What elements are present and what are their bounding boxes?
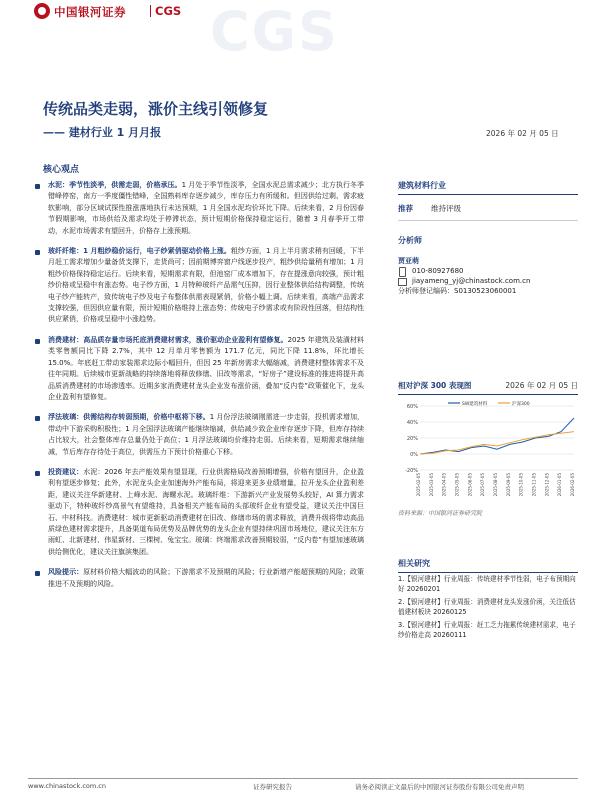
logo-en: CGS — [155, 4, 182, 18]
x-tick-label: 2025-06-05 — [467, 473, 473, 497]
y-tick-label: 60% — [406, 404, 418, 410]
footer-disclaimer: 请务必阅读正文最后的中国银河证券股份有限公司免责声明 — [355, 783, 524, 791]
footer-divider — [28, 778, 578, 779]
x-tick-label: 2025-10-05 — [518, 473, 524, 497]
analyst-cert: 分析师登记编码：S0130523060001 — [398, 287, 517, 295]
phone-icon — [398, 267, 406, 275]
x-tick-label: 2025-03-05 — [428, 473, 434, 497]
series-line — [420, 418, 574, 454]
related-item[interactable]: 3.【银河建材】行业周报：赶工乏力拖累传统建材需求，电子纱价格走高 20260111 — [398, 621, 576, 639]
analyst-info — [398, 256, 578, 296]
related-heading: 相关研究 — [398, 558, 578, 573]
y-tick-label: 40% — [406, 420, 418, 426]
related-item[interactable]: 2.【银河建材】行业周报：消费建材龙头发涨价函，关注低估值建材板块 20260125 — [398, 598, 576, 616]
y-tick-label: 20% — [406, 436, 418, 442]
bullet-cement: 水泥：季节性淡季，供需走弱，价格承压。1 月处于季节性淡季，全国水泥总需求减少；北方执行冬季错峰停窑，南方一季度僵性错峰，全国熟料库存逐步减少，库存压力有所缓和。但因供给过剩、需求疲软影响，部分区域试探性推涨落地执行未达预期，1 月全国水泥均价环比下降。后续来看，2 月份因春节假期影响，市场供给及需求均处于停滞状态，预计短期价格保持稳定运行，随着 3 月春季开工带动，水泥市场需求有望回升，价格存上涨预期。 — [28, 180, 364, 237]
rating-value: 维持评级 — [431, 204, 461, 213]
x-tick-label: 2026-01-05 — [557, 473, 563, 497]
sidebar — [398, 180, 578, 296]
x-tick-label: 2025-09-05 — [505, 473, 511, 497]
analyst-name: 贾亚萌 — [398, 257, 419, 265]
industry-heading: 建筑材料行业 — [398, 180, 578, 195]
bullet-glass: 浮法玻璃：供需结构存转弱预期，价格中枢将下移。1 月份浮法玻璃刚需进一步走弱，投机需求增加，带动中下游采购积极性；1 月全国浮法玻璃产能继续缩减，供给减少致企业库存逐步下降，但库存持续占比较大，社会整体库存总量仍处于高位；1 月浮法玻璃均价维持走弱。后续来看，短期需求继续缩减，节后库存存待处于高位，供需压力下预计价格重心下移。 — [28, 412, 364, 458]
y-tick-label: -20% — [405, 468, 418, 474]
mail-icon — [398, 277, 406, 285]
legend-label: 沪深300 — [512, 402, 530, 407]
logo-cn: 中国银河证券 — [54, 5, 126, 19]
related-item[interactable]: 1.【银河建材】行业周报：传统建材季节性弱，电子布预期向好 20260201 — [398, 575, 576, 593]
x-tick-label: 2025-04-05 — [441, 473, 447, 497]
footer-label: 证券研究报告 — [253, 783, 292, 791]
section-heading: 核心观点 — [43, 165, 80, 175]
x-tick-label: 2026-02-05 — [570, 473, 575, 497]
logo-separator — [150, 5, 151, 17]
analyst-heading: 分析师 — [398, 236, 422, 245]
x-tick-label: 2025-07-05 — [480, 473, 486, 497]
x-tick-label: 2025-02-05 — [416, 473, 421, 497]
related-list — [398, 574, 578, 643]
x-tick-label: 2025-08-05 — [493, 473, 498, 497]
legend-label: SW建筑材料 — [462, 402, 488, 407]
page-title: 传统品类走弱，涨价主线引领修复 — [43, 100, 269, 118]
analyst-email[interactable]: jiayameng_yj@chinastock.com.cn — [412, 277, 531, 285]
analyst-phone: 010-80927680 — [412, 267, 464, 275]
bullet-invest: 投资建议：水泥：2026 年去产能效果有望显现，行业供需格局改善预期增强，价格有望回升，企业盈利有望逐步修复；此外，水泥龙头企业加速海外产能布局，将迎来更多业绩增量，拉开龙头企业盈利差距，建议关注华新建材、上峰水泥、海螺水泥。玻璃纤维：下游新兴产业发展势头较好，AI 算力需求驱动下，特种玻纤纱高景气有望维持，具备相关产能布局的头部玻纤企业有望受益，建议关注中国巨石、中材科技。消费建材：城市更新驱动消费建材在旧改、修缮市场的需求释放，消费升级将带动高品质绿色建材需求提升，具备渠道布局优势及品牌优势的龙头企业有望持续巩固市场地位，建议关注东方雨虹、北新建材、伟星新材、三棵树、兔宝宝。玻璃：终端需求改善预期较弱，“反内卷”有望加速玻璃供给侧优化，建议关注旗滨集团。 — [28, 467, 364, 558]
y-tick-label: 0% — [410, 452, 418, 458]
x-tick-label: 2025-11-05 — [531, 473, 537, 497]
bullet-risk: 风险提示：原材料价格大幅波动的风险；下游需求不及预期的风险；行业新增产能超预期的风险；政策推进不及预期的风险。 — [28, 567, 364, 590]
chart-heading: 相对沪深 300 表现图 2026 年 02 月 05 日 — [398, 380, 578, 395]
x-tick-label: 2025-12-05 — [544, 473, 550, 497]
x-tick-label: 2025-05-05 — [454, 473, 460, 497]
rating-key: 推荐 — [398, 204, 413, 213]
watermark: CGS — [210, 0, 339, 63]
performance-chart — [398, 398, 578, 506]
report-date: 2026 年 02 月 05 日 — [486, 129, 559, 138]
chart-source: 资料来源：中国银河证券研究院 — [398, 510, 483, 517]
rating-row — [398, 203, 578, 221]
core-views — [28, 180, 364, 599]
header-bar — [0, 0, 600, 63]
bullet-consumer: 消费建材：高品质存量市场托底消费建材需求，涨价驱动企业盈利有望修复。2025 年建筑及装潢材料类零售额同比下降 2.7%，其中 12 月单月零售额为 171.7 亿元，同比下降 11.8%，环比增长 15.0%。年底赶工带动家装需求边际小幅回升，但因 25 年新房需求大幅缩减，消费建材整体需求不及往年同期。后续城市更新战略的持续落地将释放修缮、旧改等需求，“好房子”建设标准的推进将提升高品质消费建材的市场渗透率。近期多家消费建材龙头企业发布涨价函，叠加“反内卷”政策催化下，龙头企业盈利有望修复。 — [28, 335, 364, 403]
footer-url[interactable]: www.chinastock.com.cn — [28, 782, 106, 790]
page-subtitle: —— 建材行业 1 月月报 — [43, 126, 162, 139]
bullet-fiberglass: 玻纤纤维：1 月粗纱稳价运行，电子纱紧俏驱动价格上涨。粗纱方面，1 月上半月需求稍有回暖，下半月赶工需求增加少量备货支撑下，走货尚可；因前期博弈窗户线逐步投产，粗纱供给量稍有增加；1 月粗纱价格保持稳定运行。后续来看，短期需求有限，但池窑厂成本增加下，存在提涨意向较强，预计粗纱价格或呈稳中有涨态势。电子纱方面，1 月特种玻纤产品需气压抑，因行业整体供给结构调整，传统电子纱产能转产，致传统电子纱及电子布整体供需表现紧俏，价格小幅上调。后续来看，高端产品需求支撑较强，但因供应量有限，预计短期价格维持上涨态势；传统电子纱需求或有阶段性回落，但结构性供应紧俏，价格或呈稳中小涨趋势。 — [28, 246, 364, 326]
logo-icon — [34, 3, 50, 19]
